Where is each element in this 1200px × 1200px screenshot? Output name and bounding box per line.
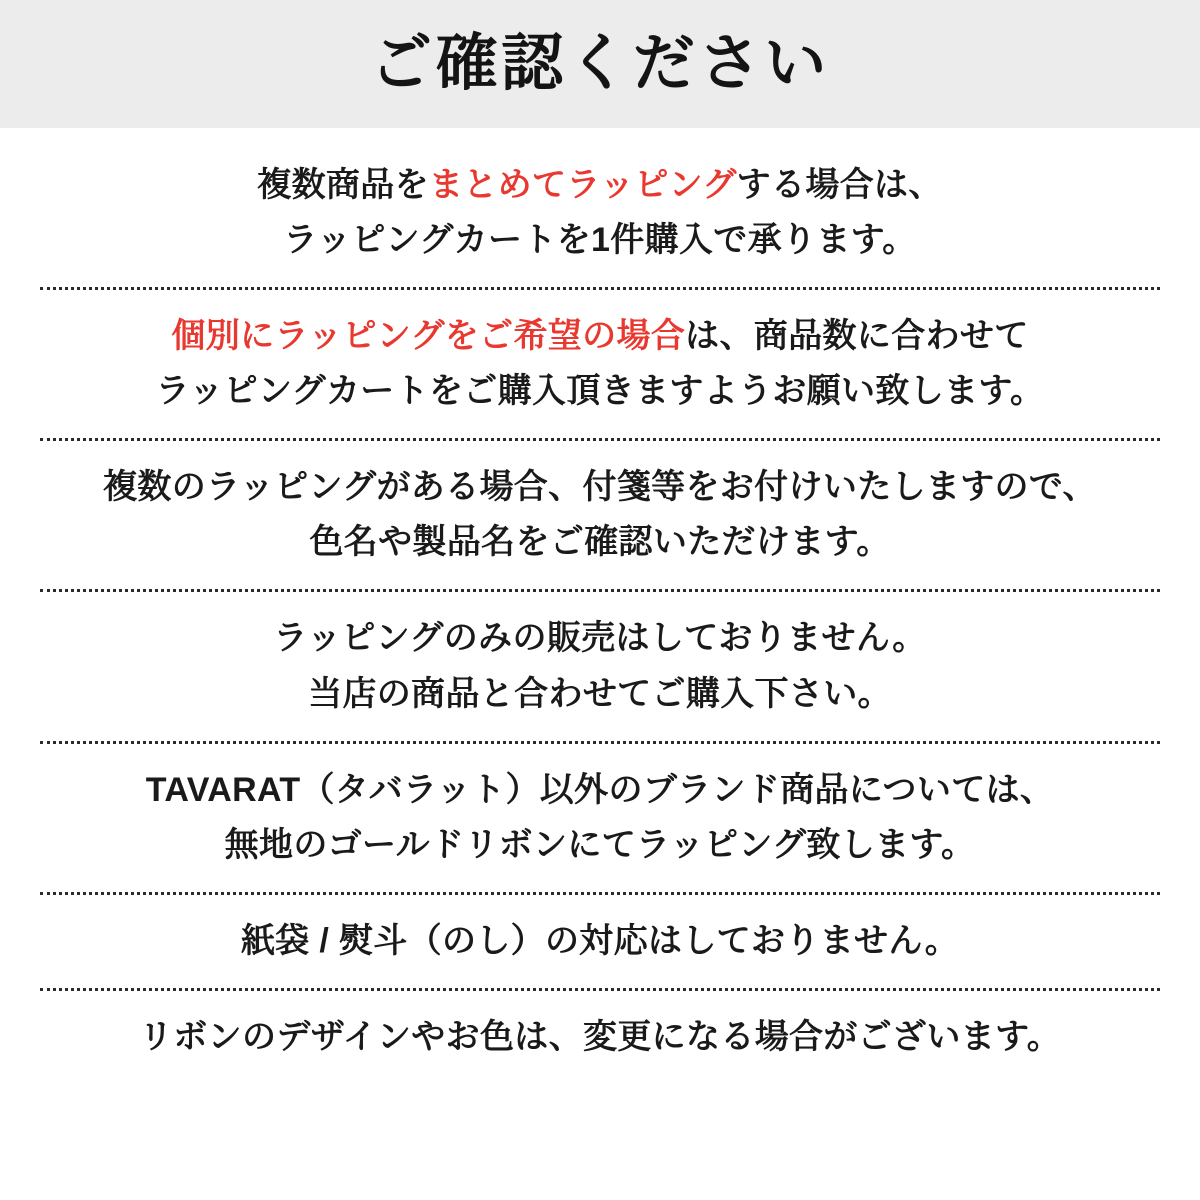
page-header — [0, 0, 1200, 128]
notice-line — [40, 460, 1160, 515]
notice-text: ラッピングカートを1件購入で承ります。 — [283, 221, 917, 260]
notice-line — [40, 213, 1160, 268]
note-other-brands — [40, 741, 1160, 892]
note-individual-wrapping — [40, 287, 1160, 438]
notice-text: する場合は、 — [736, 166, 943, 204]
notice-text: TAVARAT（タバラット）以外のブランド商品については、 — [145, 770, 1055, 809]
notice-text: 複数商品を — [257, 166, 429, 204]
notice-text: は、商品数に合わせて — [685, 317, 1029, 356]
notice-line — [40, 763, 1160, 818]
notice-text: 色名や製品名をご確認いただけます。 — [309, 523, 891, 562]
notice-line — [40, 1010, 1160, 1065]
notice-line — [40, 515, 1160, 570]
note-sticky-labels — [40, 438, 1160, 589]
highlighted-text: まとめてラッピング — [428, 166, 737, 204]
notice-line — [40, 818, 1160, 873]
note-no-wrapping-only-sale — [40, 589, 1160, 740]
notice-line — [40, 611, 1160, 666]
notice-line — [40, 158, 1160, 213]
notice-text: 当店の商品と合わせてご購入下さい。 — [308, 674, 892, 713]
notice-text: ラッピングのみの販売はしておりません。 — [273, 619, 927, 658]
note-bundle-wrapping — [40, 128, 1160, 287]
notice-text: リボンのデザインやお色は、変更になる場合がございます。 — [138, 1017, 1062, 1056]
notice-line — [40, 364, 1160, 419]
notice-text: ラッピングカートをご購入頂きますようお願い致します。 — [155, 372, 1045, 411]
notice-line — [40, 667, 1160, 722]
notice-line — [40, 309, 1160, 364]
note-no-paperbag-noshi — [40, 892, 1160, 988]
notice-line — [40, 914, 1160, 969]
notice-list — [0, 128, 1200, 1200]
notice-text: 紙袋 / 熨斗（のし）の対応はしておりません。 — [240, 921, 960, 960]
notice-text: 無地のゴールドリボンにてラッピング致します。 — [224, 825, 976, 864]
note-ribbon-design-change — [40, 988, 1160, 1075]
notice-text: 複数のラッピングがある場合、付箋等をお付けいたしますので、 — [103, 468, 1097, 507]
highlighted-text: 個別にラッピングをご希望の場合 — [171, 317, 686, 356]
page-title: ご確認ください — [369, 29, 831, 98]
